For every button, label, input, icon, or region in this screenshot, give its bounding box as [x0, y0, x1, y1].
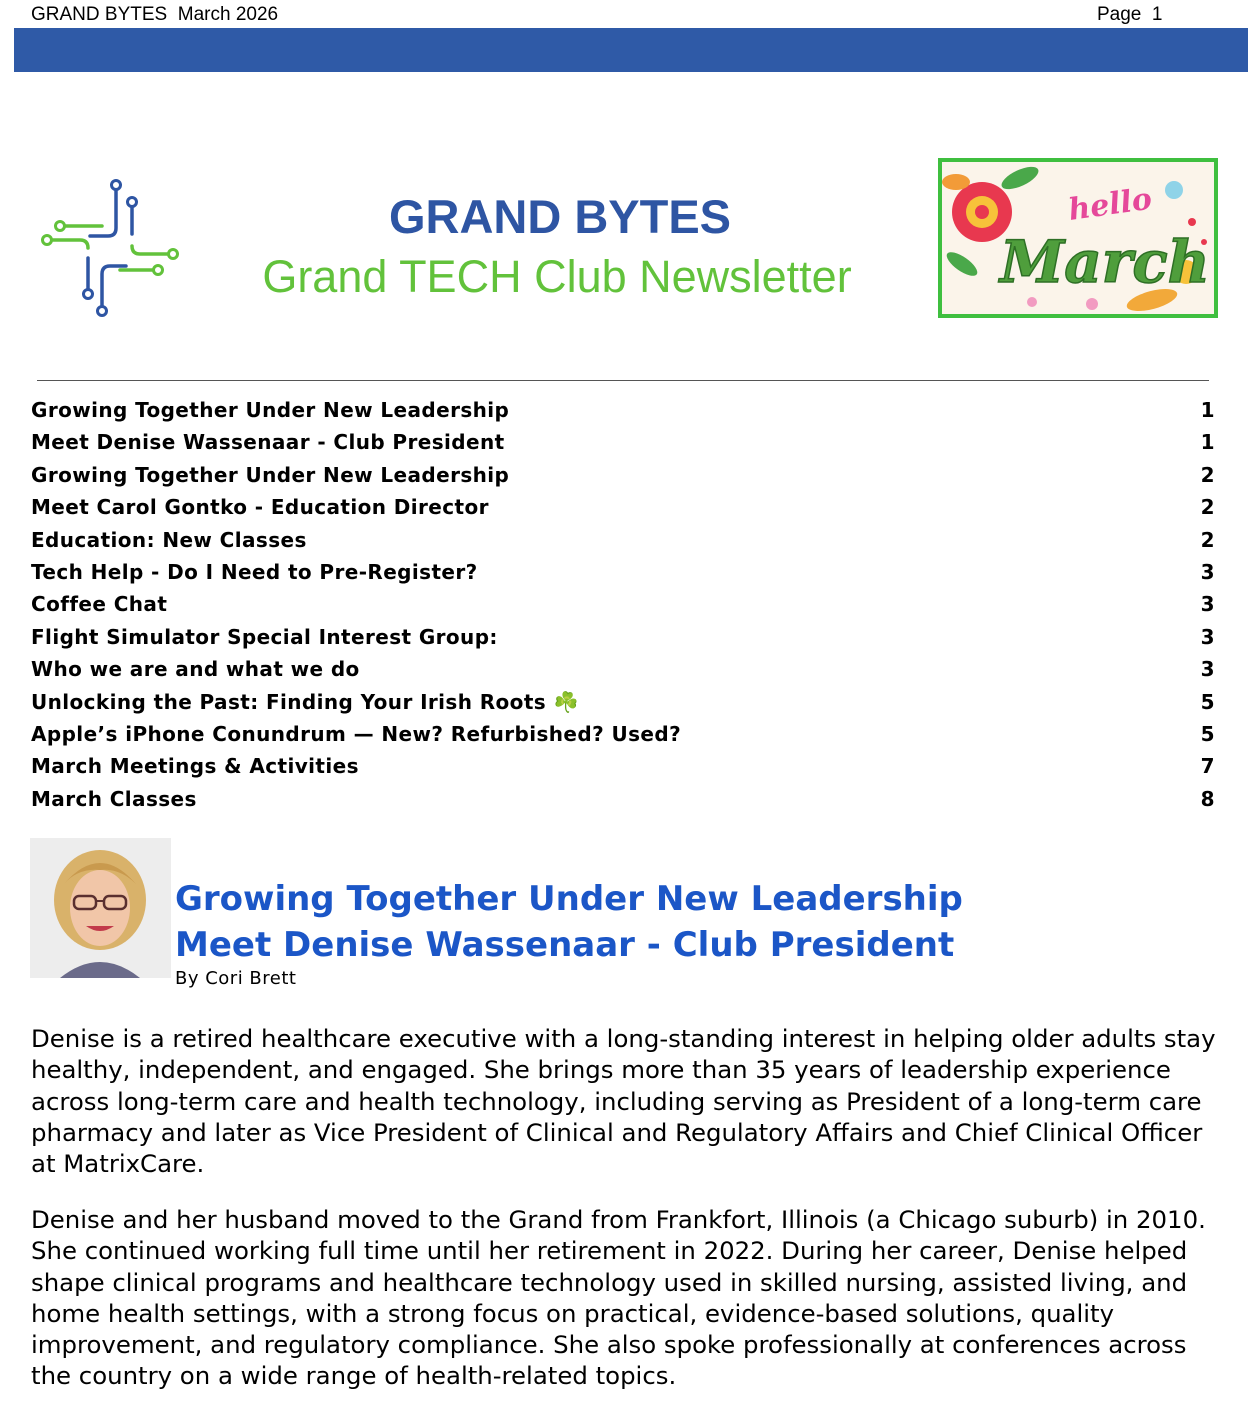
byline: By Cori Brett — [175, 968, 297, 989]
header-bar — [14, 28, 1248, 72]
running-header-left: GRAND BYTES March 2026 — [31, 4, 279, 25]
hello-script: hello — [1066, 181, 1155, 228]
toc-page: 3 — [1200, 592, 1215, 617]
article-paragraph: Denise and her husband moved to the Grand from Frankfort, Illinois (a Chicago suburb) in 2010. She continued working full time until her retirement in 2022. During her career, Denise helped shape clinical programs and healthcare technology used in skilled nursing, assisted living, and home health settings, with a strong focus on practical, evidence-based solutions, quality improvement, and regulatory compliance. She also spoke professionally at conferences across the country on a wide range of health-related topics. — [31, 1205, 1206, 1391]
toc-entry[interactable] — [31, 459, 1215, 491]
toc-title: Coffee Chat — [31, 592, 168, 617]
toc-page: 2 — [1200, 462, 1215, 487]
toc-entry[interactable] — [31, 621, 1215, 653]
toc-title: Growing Together Under New Leadership — [31, 462, 510, 487]
toc-title: Growing Together Under New Leadership — [31, 398, 510, 422]
toc-entry[interactable] — [31, 686, 1215, 718]
newsletter-title: GRAND BYTES — [388, 190, 732, 243]
toc-entry[interactable] — [31, 718, 1215, 750]
toc-entry[interactable] — [31, 491, 1215, 523]
toc-page: 2 — [1200, 495, 1215, 520]
toc-entry[interactable] — [31, 426, 1215, 458]
toc-entry[interactable] — [31, 556, 1215, 588]
article-title-line2: Meet Denise Wassenaar - Club President — [175, 925, 955, 965]
toc-page: 3 — [1200, 657, 1215, 682]
toc-title: Unlocking the Past: Finding Your Irish Roots ☘️ — [31, 689, 579, 714]
hello-march-illustration — [938, 158, 1218, 318]
section-divider — [37, 380, 1209, 381]
toc-page: 1 — [1200, 398, 1215, 422]
toc-entry[interactable] — [31, 588, 1215, 620]
article-title-line1: Growing Together Under New Leadership — [175, 879, 963, 919]
toc-page: 5 — [1200, 721, 1215, 746]
toc-title: Tech Help - Do I Need to Pre-Register? — [31, 559, 478, 584]
table-of-contents — [31, 394, 1215, 815]
toc-entry[interactable] — [31, 524, 1215, 556]
toc-entry[interactable] — [31, 394, 1215, 426]
toc-title: Meet Carol Gontko - Education Director — [31, 495, 489, 520]
toc-page: 1 — [1200, 430, 1215, 455]
author-portrait — [30, 838, 171, 978]
page-number: Page 1 — [1097, 4, 1163, 25]
article-paragraph: Denise is a retired healthcare executive with a long-standing interest in helping older adults stay healthy, independent, and engaged. She brings more than 35 years of leadership experience across long-term care and health technology, including serving as President of a long-term care pharmacy and later as Vice President of Clinical and Regulatory Affairs and Chief Clinical Officer at MatrixCare. — [31, 1024, 1216, 1179]
toc-page: 3 — [1200, 559, 1215, 584]
toc-title: March Classes — [31, 786, 197, 811]
article-title — [175, 876, 1175, 968]
toc-page: 5 — [1200, 689, 1215, 714]
toc-page: 2 — [1200, 527, 1215, 552]
toc-page: 7 — [1200, 754, 1215, 779]
toc-title: Flight Simulator Special Interest Group: — [31, 624, 498, 649]
toc-entry[interactable] — [31, 783, 1215, 815]
toc-page: 3 — [1200, 624, 1215, 649]
circuit-cross-logo-icon — [40, 178, 180, 318]
toc-title: March Meetings & Activities — [31, 754, 359, 779]
toc-entry[interactable] — [31, 653, 1215, 685]
toc-page: 8 — [1200, 786, 1215, 811]
toc-entry[interactable] — [31, 750, 1215, 782]
toc-title: Meet Denise Wassenaar - Club President — [31, 430, 505, 455]
newsletter-subtitle: Grand TECH Club Newsletter — [262, 251, 852, 302]
toc-title: Apple’s iPhone Conundrum — New? Refurbished? Used? — [31, 721, 682, 746]
march-script: March — [1000, 228, 1210, 296]
toc-title: Who we are and what we do — [31, 657, 360, 682]
toc-title: Education: New Classes — [31, 527, 307, 552]
